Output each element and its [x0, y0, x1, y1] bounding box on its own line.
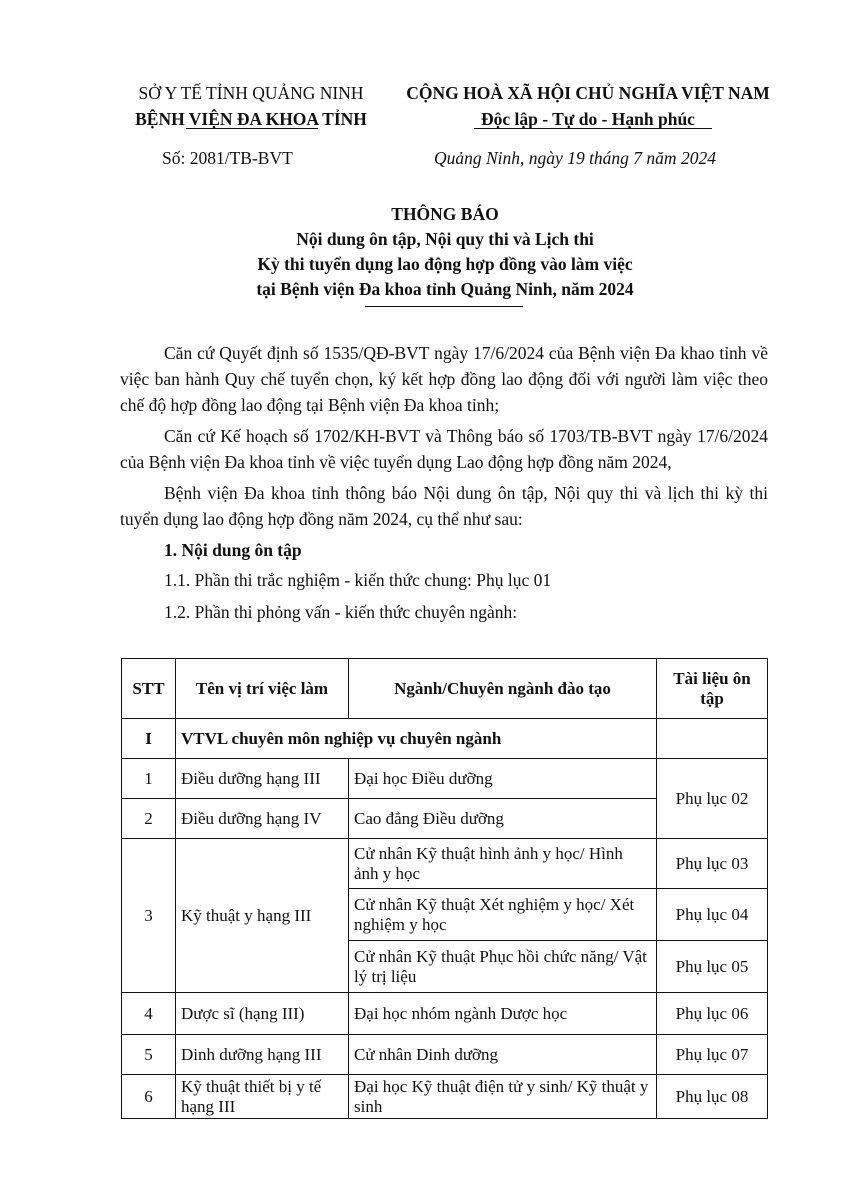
row-material: Phụ lục 04: [657, 889, 768, 941]
group-stt: I: [122, 719, 176, 759]
table-header-row: [122, 659, 768, 719]
group-material-empty: [657, 719, 768, 759]
row-material: Phụ lục 02: [657, 759, 768, 839]
notice-title: [120, 202, 770, 302]
row-major: Đại học Điều dưỡng: [349, 759, 657, 799]
title-line-2: Nội dung ôn tập, Nội quy thi và Lịch thi: [296, 229, 594, 249]
row-major: Đại học Kỹ thuật điện tử y sinh/ Kỹ thuật y sinh: [349, 1075, 657, 1119]
group-title: VTVL chuyên môn nghiệp vụ chuyên ngành: [176, 719, 657, 759]
row-major: Cử nhân Kỹ thuật Phục hồi chức năng/ Vật lý trị liệu: [349, 941, 657, 993]
title-line-1: THÔNG BÁO: [391, 204, 499, 224]
title-underline: [365, 306, 523, 307]
row-major: Đại học nhóm ngành Dược học: [349, 993, 657, 1035]
table-row: [122, 1075, 768, 1119]
issuer-underline: [186, 128, 318, 129]
national-motto-block: [388, 80, 788, 132]
row-material: Phụ lục 06: [657, 993, 768, 1035]
row-position: Dược sĩ (hạng III): [176, 993, 349, 1035]
row-material: Phụ lục 05: [657, 941, 768, 993]
row-major: Cử nhân Kỹ thuật hình ảnh y học/ Hình ảnh y học: [349, 839, 657, 889]
row-stt: 1: [122, 759, 176, 799]
row-material: Phụ lục 03: [657, 839, 768, 889]
table-group-row: [122, 719, 768, 759]
header-stt: STT: [122, 659, 176, 719]
issuer-hospital: BỆNH VIỆN ĐA KHOA TỈNH: [135, 109, 367, 129]
row-stt: 3: [122, 839, 176, 993]
row-position: Điều dưỡng hạng III: [176, 759, 349, 799]
paragraph-plan: Căn cứ Kế hoạch số 1702/KH-BVT và Thông báo số 1703/TB-BVT ngày 17/6/2024 của Bệnh viện Đa khoa tỉnh về việc tuyển dụng Lao động hợp đồng năm 2024,: [120, 426, 768, 472]
row-major: Cử nhân Kỹ thuật Xét nghiệm y học/ Xét nghiệm y học: [349, 889, 657, 941]
issuer-block: [112, 80, 390, 132]
row-material: Phụ lục 08: [657, 1075, 768, 1119]
paragraph-announcement: Bệnh viện Đa khoa tỉnh thông báo Nội dung ôn tập, Nội quy thi và lịch thi kỳ thi tuyển dụng lao động hợp đồng năm 2024, cụ thể như sau:: [120, 483, 768, 529]
section-heading-review: 1. Nội dung ôn tập: [164, 540, 302, 560]
document-number: Số: 2081/TB-BVT: [162, 148, 293, 168]
review-materials-table: [121, 658, 768, 1119]
header-major: Ngành/Chuyên ngành đào tạo: [349, 659, 657, 719]
document-body: [120, 340, 768, 631]
row-major: Cử nhân Dinh dưỡng: [349, 1035, 657, 1075]
row-stt: 2: [122, 799, 176, 839]
title-line-3: Kỳ thi tuyển dụng lao động hợp đồng vào làm việc: [257, 254, 633, 274]
row-stt: 6: [122, 1075, 176, 1119]
issuer-department: SỞ Y TẾ TỈNH QUẢNG NINH: [138, 83, 364, 103]
item-interview: 1.2. Phần thi phỏng vấn - kiến thức chuyên ngành:: [164, 602, 518, 622]
row-stt: 5: [122, 1035, 176, 1075]
row-major: Cao đẳng Điều dưỡng: [349, 799, 657, 839]
table-row: [122, 759, 768, 799]
row-position: Dinh dưỡng hạng III: [176, 1035, 349, 1075]
item-multiple-choice: 1.1. Phần thi trắc nghiệm - kiến thức chung: Phụ lục 01: [164, 570, 552, 590]
table-row: [122, 1035, 768, 1075]
title-line-4: tại Bệnh viện Đa khoa tỉnh Quảng Ninh, năm 2024: [256, 279, 634, 299]
paragraph-decision: Căn cứ Quyết định số 1535/QĐ-BVT ngày 17/6/2024 của Bệnh viện Đa khao tỉnh về việc ban hành Quy chế tuyển chọn, ký kết hợp đồng lao động đối với người làm việc theo chế độ hợp đồng lao động tại Bệnh viện Đa khoa tỉnh;: [120, 343, 768, 415]
table-row: [122, 839, 768, 889]
place-date: Quảng Ninh, ngày 19 tháng 7 năm 2024: [434, 148, 716, 168]
row-material: Phụ lục 07: [657, 1035, 768, 1075]
row-position: Kỹ thuật thiết bị y tế hạng III: [176, 1075, 349, 1119]
row-stt: 4: [122, 993, 176, 1035]
row-position: Điều dưỡng hạng IV: [176, 799, 349, 839]
table-row: [122, 993, 768, 1035]
header-position: Tên vị trí việc làm: [176, 659, 349, 719]
motto-underline: [474, 128, 712, 129]
row-position: Kỹ thuật y hạng III: [176, 839, 349, 993]
header-material: Tài liệu ôn tập: [657, 659, 768, 719]
country-name: CỘNG HOÀ XÃ HỘI CHỦ NGHĨA VIỆT NAM: [406, 83, 770, 103]
national-motto: Độc lập - Tự do - Hạnh phúc: [481, 109, 695, 129]
